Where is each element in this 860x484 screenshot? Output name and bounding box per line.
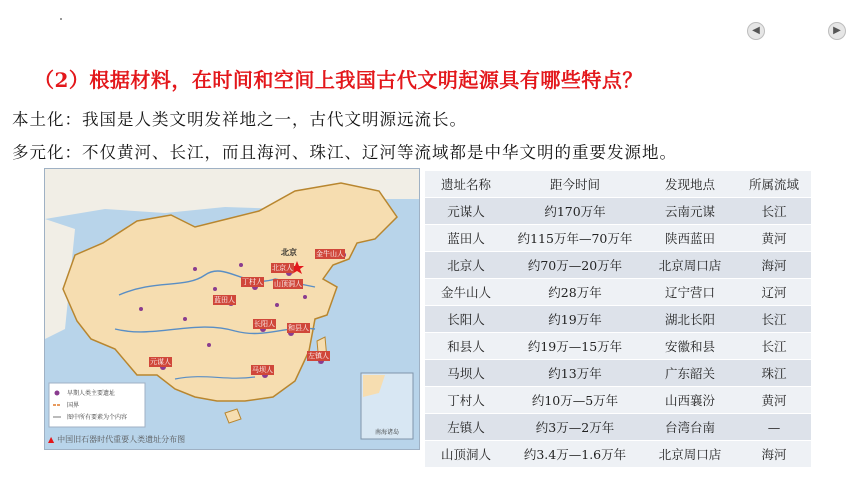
table-cell: 约19万年 xyxy=(507,306,643,333)
table-cell: 山西襄汾 xyxy=(643,387,737,414)
table-cell: 黄河 xyxy=(737,387,811,414)
table-cell: 约3万—2万年 xyxy=(507,414,643,441)
table-cell: 台湾台南 xyxy=(643,414,737,441)
table-cell: 约19万—15万年 xyxy=(507,333,643,360)
table-cell: 马坝人 xyxy=(425,360,507,387)
table-cell: 蓝田人 xyxy=(425,225,507,252)
map-caption-text: 中国旧石器时代重要人类遗址分布图 xyxy=(57,435,186,444)
answer-line-1: 本土化：我国是人类文明发祥地之一，古代文明源远流长。 xyxy=(12,110,467,129)
table-cell: 云南元谋 xyxy=(643,198,737,225)
inset-label: 南海诸岛 xyxy=(375,429,400,436)
header-cell: 所属流域 xyxy=(737,171,811,198)
table-header-row xyxy=(425,171,811,198)
table-cell: 辽宁营口 xyxy=(643,279,737,306)
table-cell: 左镇人 xyxy=(425,414,507,441)
header-cell: 发现地点 xyxy=(643,171,737,198)
map-site-label: 左镇人 xyxy=(308,352,329,360)
table-cell: 元谋人 xyxy=(425,198,507,225)
table-row xyxy=(425,441,811,468)
table-cell: 约115万年—70万年 xyxy=(507,225,643,252)
map-site-label: 元谋人 xyxy=(150,358,171,366)
next-slide-icon[interactable]: ▶ xyxy=(828,22,846,40)
table-cell: 和县人 xyxy=(425,333,507,360)
map-site-label: 长阳人 xyxy=(254,320,275,328)
prev-slide-icon[interactable]: ◀ xyxy=(747,22,765,40)
legend-sites-label: 早期人类主要遗址 xyxy=(67,390,116,397)
table-cell: 陕西蓝田 xyxy=(643,225,737,252)
question-heading: （2）根据材料，在时间和空间上我国古代文明起源具有哪些特点？ xyxy=(34,68,643,92)
site-table xyxy=(425,170,811,467)
table-cell: 丁村人 xyxy=(425,387,507,414)
map-capital-label: 北京 xyxy=(281,248,297,257)
table-cell: 黄河 xyxy=(737,225,811,252)
table-cell: 金牛山人 xyxy=(425,279,507,306)
table-row xyxy=(425,387,811,414)
legend-border-label: 国界 xyxy=(67,402,80,409)
table-cell: 约28万年 xyxy=(507,279,643,306)
map-site-label: 山顶洞人 xyxy=(274,280,302,288)
table-row xyxy=(425,360,811,387)
table-row xyxy=(425,252,811,279)
map-site-label: 丁村人 xyxy=(242,278,263,286)
map-site-label: 马坝人 xyxy=(252,366,273,374)
table-cell: 广东韶关 xyxy=(643,360,737,387)
table-row xyxy=(425,306,811,333)
table-cell: 约3.4万—1.6万年 xyxy=(507,441,643,468)
table-cell: — xyxy=(737,414,811,441)
map-site-label: 和县人 xyxy=(288,324,309,332)
table-row xyxy=(425,414,811,441)
table-cell: 海河 xyxy=(737,252,811,279)
table-row xyxy=(425,198,811,225)
table-cell: 山顶洞人 xyxy=(425,441,507,468)
decorative-dot xyxy=(60,18,62,20)
map-site-label: 北京人 xyxy=(272,264,293,272)
header-cell: 遗址名称 xyxy=(425,171,507,198)
table-cell: 约10万—5万年 xyxy=(507,387,643,414)
china-map-graphic xyxy=(45,169,419,449)
table-cell: 长江 xyxy=(737,333,811,360)
table-row xyxy=(425,279,811,306)
table-cell: 湖北长阳 xyxy=(643,306,737,333)
map-caption xyxy=(48,434,185,445)
map-site-label: 蓝田人 xyxy=(214,296,235,304)
table-cell: 长江 xyxy=(737,198,811,225)
table-cell: 约13万年 xyxy=(507,360,643,387)
table-row xyxy=(425,333,811,360)
map-site-label: 金牛山人 xyxy=(316,250,344,258)
table-cell: 北京周口店 xyxy=(643,441,737,468)
header-cell: 距今时间 xyxy=(507,171,643,198)
table-cell: 北京周口店 xyxy=(643,252,737,279)
table-cell: 安徽和县 xyxy=(643,333,737,360)
table-cell: 约170万年 xyxy=(507,198,643,225)
table-cell: 约70万—20万年 xyxy=(507,252,643,279)
table-row xyxy=(425,225,811,252)
table-cell: 辽河 xyxy=(737,279,811,306)
table-cell: 北京人 xyxy=(425,252,507,279)
caption-triangle-icon: ▲ xyxy=(48,435,55,444)
site-distribution-map xyxy=(44,168,420,450)
answer-line-2: 多元化：不仅黄河、长江，而且海河、珠江、辽河等流域都是中华文明的重要发源地。 xyxy=(12,143,677,162)
table-cell: 长江 xyxy=(737,306,811,333)
table-cell: 珠江 xyxy=(737,360,811,387)
table-cell: 海河 xyxy=(737,441,811,468)
table-cell: 长阳人 xyxy=(425,306,507,333)
legend-note-label: 图中所有要素为个内容 xyxy=(67,414,128,421)
